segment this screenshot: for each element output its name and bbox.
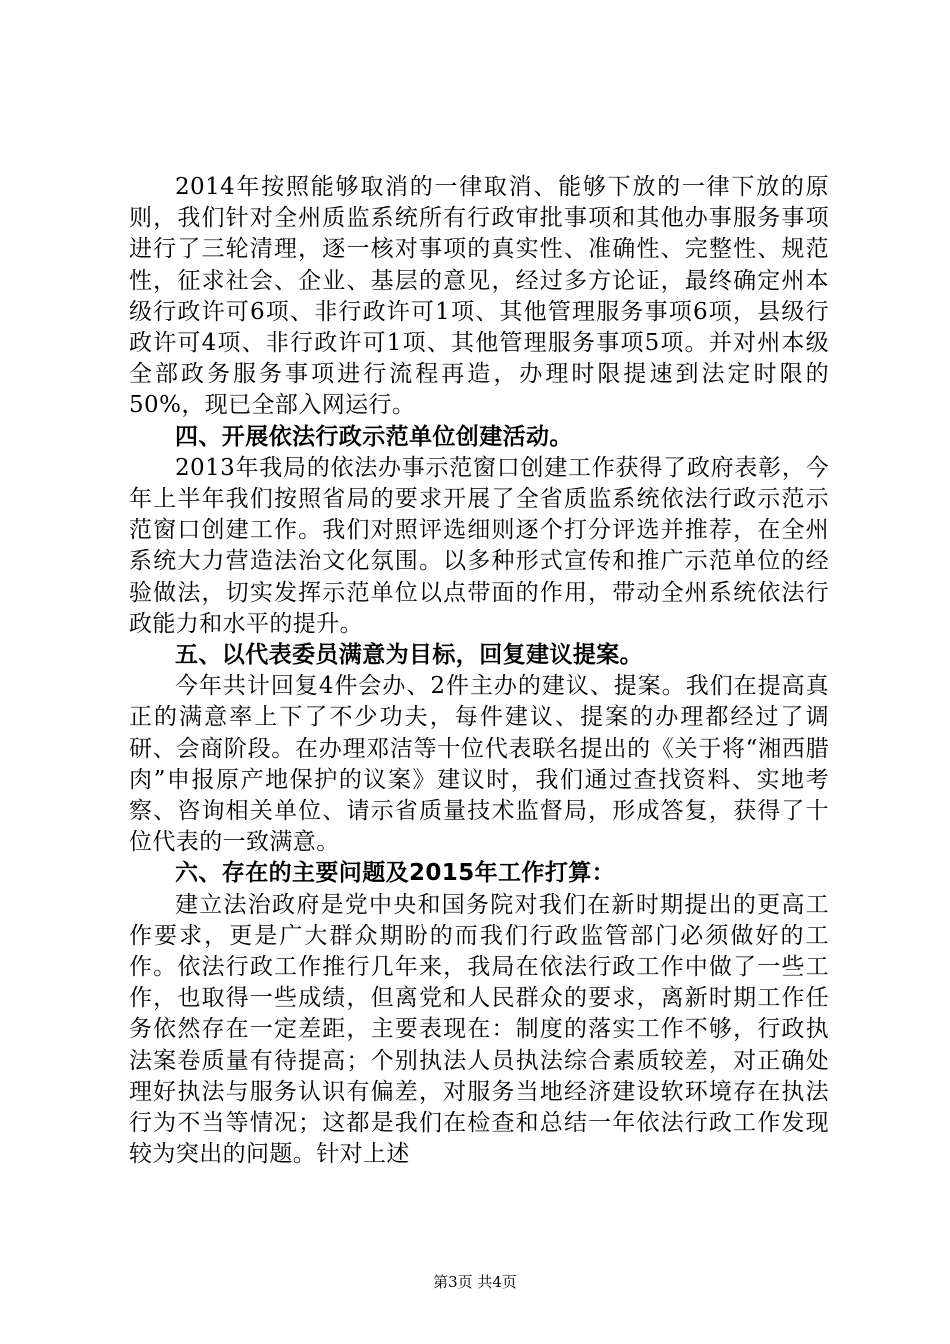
paragraph-proposal-replies: 今年共计回复4件会办、2件主办的建议、提案。我们在提高真正的满意率上下了不少功夫，每件建议、提案的办理都经过了调研、会商阶段。在办理邓洁等十位代表联名提出的《关于将“湘西腊肉”申报原产地保护的议案》建议时，我们通过查找资料、实地考察、咨询相关单位、请示省质量技术监督局，形成答复，获得了十位代表的一致满意。 xyxy=(129,673,829,856)
section-heading-6: 六、存在的主要问题及2015年工作打算： xyxy=(175,860,616,887)
paragraph-problems: 建立法治政府是党中央和国务院对我们在新时期提出的更高工作要求，更是广大群众期盼的而我们行政监管部门必须做好的工作。依法行政工作推行几年来，我局在依法行政工作中做了一些工作，也取得一些成绩，但离党和人民群众的要求，离新时期工作任务依然存在一定差距，主要表现在：制度的落实工作不够，行政执法案卷质量有待提高；个别执法人员执法综合素质较差，对正确处理好执法与服务认识有偏差，对服务当地经济建设软环境存在执法行为不当等情况；这都是我们在检查和总结一年依法行政工作发现较为突出的问题。针对上述 xyxy=(129,891,829,1168)
section-heading-5: 五、以代表委员满意为目标，回复建议提案。 xyxy=(175,642,643,669)
document-body xyxy=(129,172,829,1171)
section-heading-4: 四、开展依法行政示范单位创建活动。 xyxy=(175,423,573,450)
paragraph-demonstration-unit: 2013年我局的依法办事示范窗口创建工作获得了政府表彰，今年上半年我们按照省局的要求开展了全省质监系统依法行政示范示范窗口创建工作。我们对照评选细则逐个打分评选并推荐，在全州系统大力营造法治文化氛围。以多种形式宣传和推广示范单位的经验做法，切实发挥示范单位以点带面的作用，带动全州系统依法行政能力和水平的提升。 xyxy=(129,454,829,637)
page-number-footer: 第3页 共4页 xyxy=(433,1273,517,1291)
paragraph-approval-cleanup: 2014年按照能够取消的一律取消、能够下放的一律下放的原则，我们针对全州质监系统所有行政审批事项和其他办事服务事项进行了三轮清理，逐一核对事项的真实性、准确性、完整性、规范性，征求社会、企业、基层的意见，经过多方论证，最终确定州本级行政许可6项、非行政许可1项、其他管理服务事项6项，县级行政许可4项、非行政许可1项、其他管理服务事项5项。并对州本级全部政务服务事项进行流程再造，办理时限提速到法定时限的50%，现已全部入网运行。 xyxy=(129,174,829,419)
